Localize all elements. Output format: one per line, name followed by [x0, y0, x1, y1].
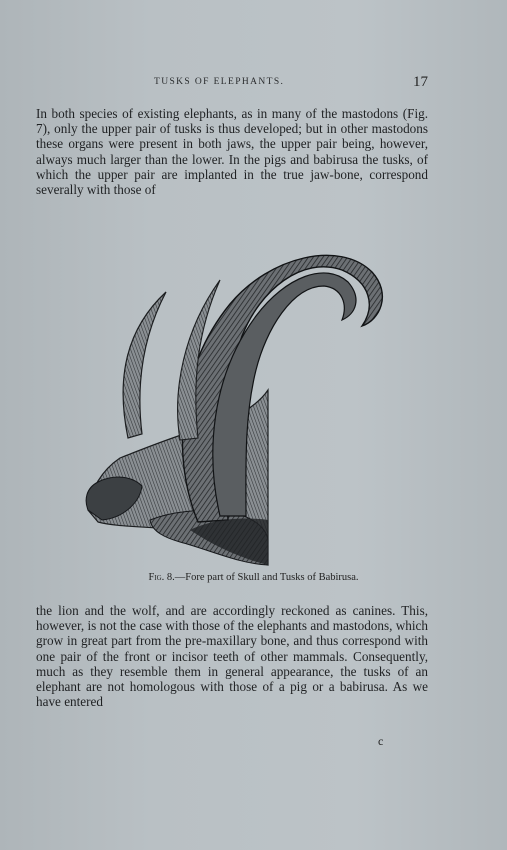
left-lower-tusk — [123, 292, 166, 438]
page-number: 17 — [413, 74, 428, 90]
signature-mark: c — [378, 734, 384, 748]
figure-caption-text: —Fore part of Skull and Tusks of Babirusa. — [174, 572, 359, 583]
babirusa-skull-illustration — [80, 220, 400, 570]
figure-caption — [0, 572, 507, 583]
page-header — [36, 74, 428, 92]
paragraph-2: the lion and the wolf, and are accordingly reckoned as canines. This, however, is not the case with those of the elephants and mastodons, which grow in great part from the pre-maxillary bone, and thus correspond with one pair of the front or incisor teeth of other mammals. Consequently, much as they resemble them in general appearance, the tusks of an elephant are not homologous with those of a pig or a babirusa. As we have entered — [36, 603, 428, 710]
figure-label: Fig. 8. — [148, 572, 175, 583]
running-head: TUSKS OF ELEPHANTS. — [154, 77, 285, 87]
paragraph-1: In both species of existing elephants, as in many of the mastodons (Fig. 7), only the upper pair of tusks is thus developed; but in other mastodons these organs were present in both jaws, the upper pair being, however, always much larger than the lower. In the pigs and babirusa the tusks, of which the upper pair are implanted in the true jaw-bone, correspond severally with those of — [36, 106, 428, 198]
